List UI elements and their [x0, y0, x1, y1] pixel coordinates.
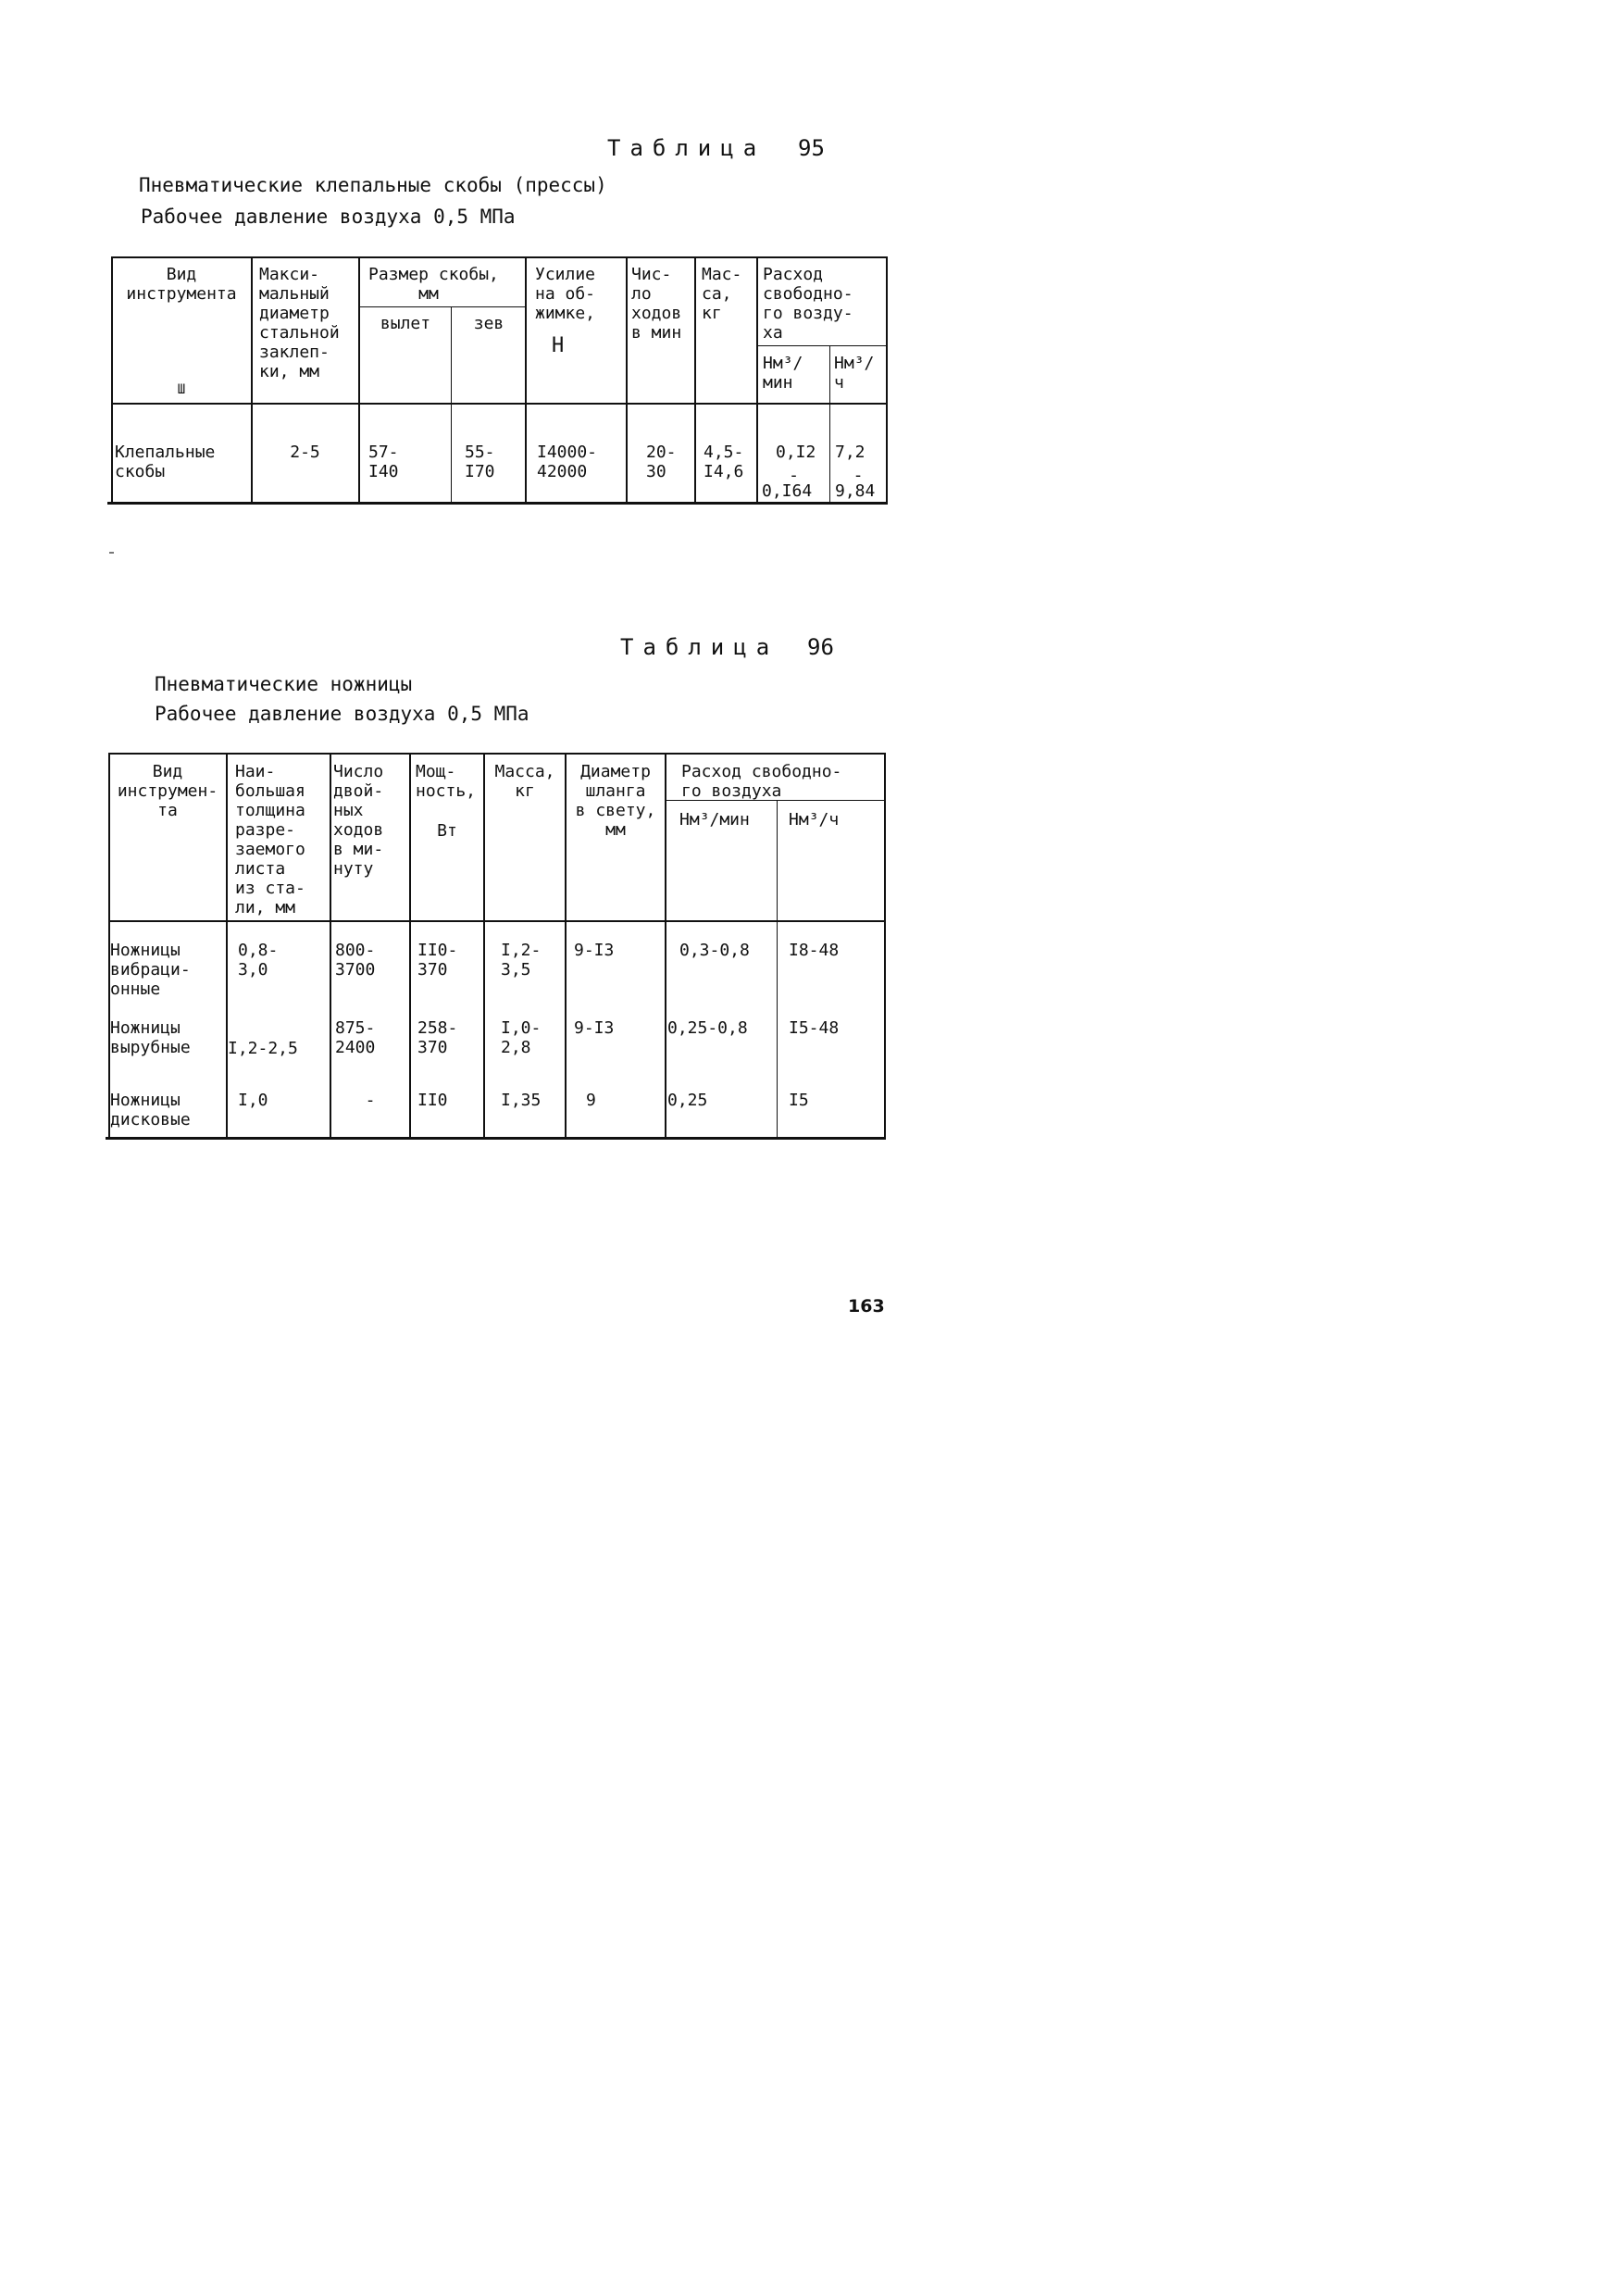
- header-force-unit: Н: [552, 334, 565, 357]
- table96-number: 96: [807, 634, 834, 660]
- cell-air-min-from: 0,I2: [776, 443, 816, 462]
- header-strokes-per-min: Чис- ло ходов в мин: [631, 265, 682, 343]
- table96-title: Пневматические ножницы: [155, 673, 413, 695]
- table95-col-rule: [525, 256, 527, 503]
- cell-air-per-hour: I5-48: [789, 1018, 840, 1038]
- table95-right-edge: [886, 256, 888, 503]
- cell-mass: I,2- 3,5: [501, 941, 542, 980]
- cell-strokes: 800- 3700: [335, 941, 376, 980]
- cell-thickness: I,0: [238, 1091, 268, 1110]
- cell-mass: 4,5- I4,6: [704, 443, 744, 481]
- cell-tool-type: Ножницы вырубные: [110, 1018, 191, 1057]
- table96-bottom-rule: [106, 1137, 886, 1140]
- table95-header-rule: [111, 403, 888, 405]
- cell-air-per-min: 0,25: [667, 1091, 708, 1110]
- table95-subtitle: Рабочее давление воздуха 0,5 МПа: [141, 206, 516, 228]
- header-max-rivet-diameter: Макси- мальный диаметр стальной заклеп- ки, мм: [259, 265, 340, 381]
- cell-air-per-hour: I8-48: [789, 941, 840, 960]
- cell-hose-diameter: 9-I3: [574, 941, 615, 960]
- cell-air-hour-from: 7,2: [835, 443, 866, 462]
- table95-col-rule: [694, 256, 696, 503]
- header-air-per-hour: Нм³/ ч: [834, 354, 875, 393]
- cell-force: I4000- 42000: [537, 443, 598, 481]
- table96-header-rule: [108, 920, 886, 922]
- table96-right-edge: [884, 753, 886, 1138]
- header-gap: зев: [473, 314, 504, 333]
- table96-top-rule: [108, 753, 886, 755]
- cell-tool-type: Ножницы дисковые: [110, 1091, 191, 1129]
- header-crimp-force: Усилие на об- жимке,: [535, 265, 596, 323]
- table96-caption: Таблица: [620, 634, 779, 660]
- cell-power: 258- 370: [417, 1018, 458, 1057]
- table96-col-rule: [226, 753, 228, 1138]
- header-tool-type-mark: Ш: [177, 382, 186, 397]
- table95-number: 95: [798, 135, 825, 161]
- table96-col-rule: [483, 753, 485, 1138]
- header-free-air-consumption: Расход свободно- го воздуха: [681, 762, 842, 801]
- header-tool-type: Вид инструмен- та: [117, 762, 218, 820]
- table95-air-subrule: [757, 345, 888, 346]
- scan-mark: [109, 552, 114, 554]
- header-mass: Мас- са, кг: [702, 265, 742, 323]
- table95-title: Пневматические клепальные скобы (прессы): [139, 174, 607, 196]
- table95-size-subrule: [359, 306, 526, 307]
- cell-thickness: I,2-2,5: [228, 1039, 298, 1058]
- table95-col-rule: [251, 256, 253, 503]
- table96-col-rule: [330, 753, 331, 1138]
- table95-col-rule: [626, 256, 628, 503]
- header-power-unit: Вт: [437, 821, 457, 841]
- header-free-air-consumption: Расход свободно- го возду- ха: [763, 265, 853, 343]
- cell-max-diameter: 2-5: [290, 443, 320, 462]
- header-power: Мощ- ность,: [416, 762, 477, 801]
- header-mass: Масса, кг: [494, 762, 555, 801]
- table96-col-rule: [665, 753, 666, 1138]
- header-hose-diameter: Диаметр шланга в свету, мм: [575, 762, 656, 840]
- table96-col-rule: [409, 753, 411, 1138]
- cell-air-per-min: 0,25-0,8: [667, 1018, 748, 1038]
- cell-strokes: -: [365, 1091, 376, 1110]
- table95-caption: Таблица: [607, 135, 766, 161]
- table95-bottom-rule: [107, 502, 888, 505]
- cell-air-per-hour: I5: [789, 1091, 809, 1110]
- table95-col-rule: [451, 306, 452, 503]
- cell-thickness: 0,8- 3,0: [238, 941, 279, 980]
- table95-col-rule: [358, 256, 360, 503]
- cell-air-per-min: 0,3-0,8: [679, 941, 750, 960]
- cell-tool-type: Клепальные скобы: [115, 443, 216, 481]
- cell-air-hour-dash: -: [853, 466, 864, 485]
- cell-hose-diameter: 9: [586, 1091, 596, 1110]
- cell-air-min-dash: -: [789, 466, 799, 485]
- table95-top-rule: [111, 256, 888, 258]
- table96-subtitle: Рабочее давление воздуха 0,5 МПа: [155, 703, 529, 725]
- cell-strokes: 875- 2400: [335, 1018, 376, 1057]
- cell-power: II0- 370: [417, 941, 458, 980]
- cell-air-hour-to: 9,84: [835, 481, 876, 501]
- cell-air-min-to: 0,I64: [762, 481, 813, 501]
- header-reach: вылет: [380, 314, 431, 333]
- header-air-per-min: Нм³/мин: [679, 810, 750, 830]
- cell-power: II0: [417, 1091, 448, 1110]
- header-tool-type: Вид инструмента: [126, 265, 237, 304]
- header-air-per-min: Нм³/ мин: [763, 354, 803, 393]
- header-max-sheet-thickness: Наи- большая толщина разре- заемого листа из ста- ли, мм: [235, 762, 305, 917]
- cell-strokes: 20- 30: [646, 443, 677, 481]
- cell-reach: 57- I40: [368, 443, 399, 481]
- header-clamp-size: Размер скобы, мм: [368, 265, 499, 304]
- page-number: 163: [848, 1296, 885, 1316]
- cell-gap: 55- I70: [465, 443, 495, 481]
- cell-hose-diameter: 9-I3: [574, 1018, 615, 1038]
- header-air-per-hour: Нм³/ч: [789, 810, 840, 830]
- cell-mass: I,35: [501, 1091, 542, 1110]
- cell-mass: I,0- 2,8: [501, 1018, 542, 1057]
- table96-col-rule: [777, 800, 778, 1138]
- cell-tool-type: Ножницы вибраци- онные: [110, 941, 191, 999]
- header-double-strokes: Число двой- ных ходов в ми- нуту: [333, 762, 384, 879]
